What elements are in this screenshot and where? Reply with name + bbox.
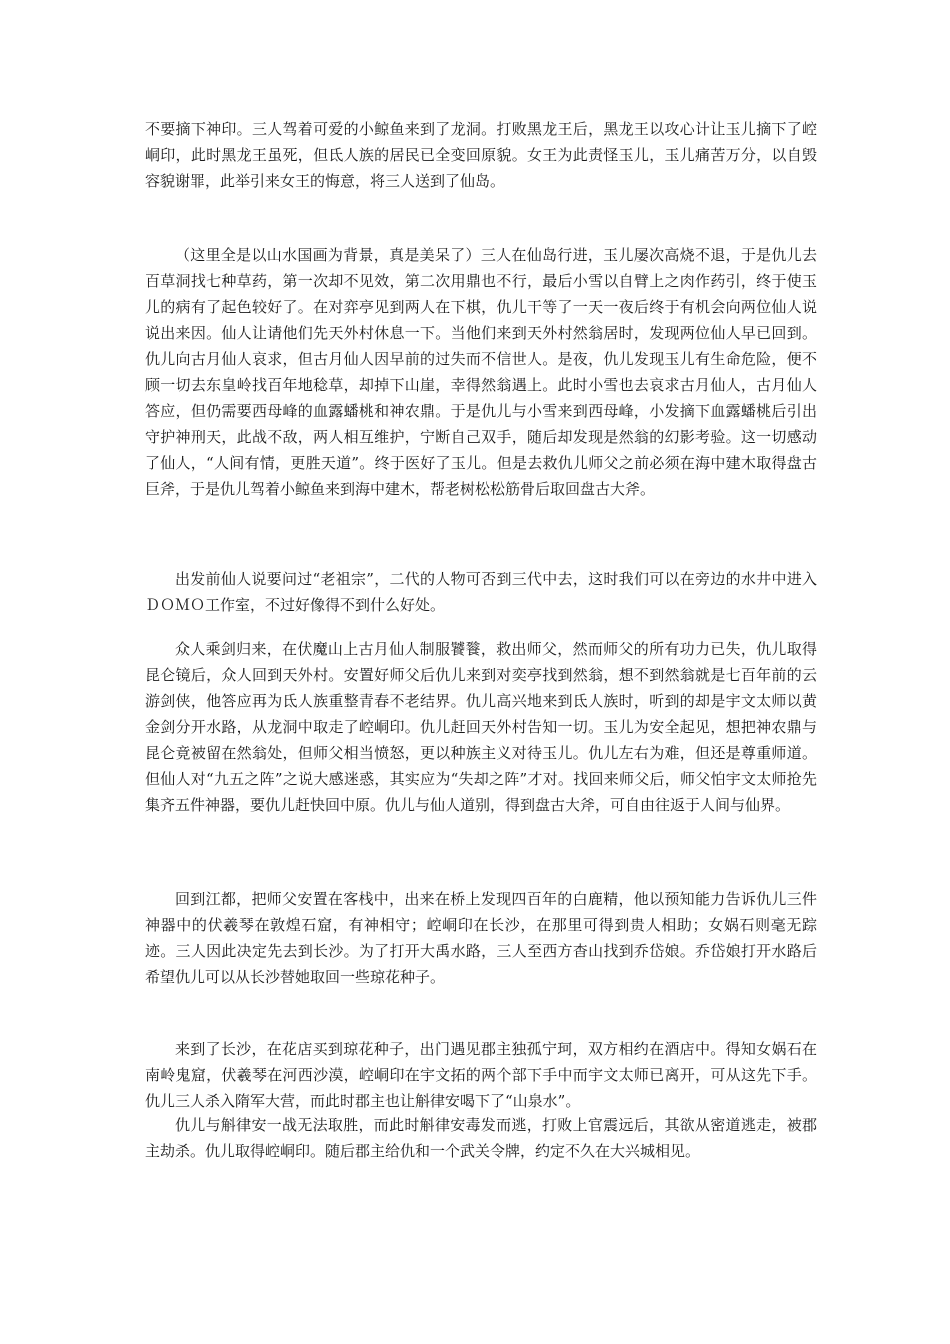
paragraph-dragon-cave: 不要摘下神印。三人驾着可爱的小鲸鱼来到了龙洞。打败黑龙王后，黑龙王以攻心计让玉儿摘下了崆峒印，此时黑龙王虽死，但氐人族的居民已全变回原貌。女王为此责怪玉儿，玉儿痛苦万分，以自毁容貌谢罪，此举引来女王的悔意，将三人送到了仙岛。 xyxy=(145,120,817,190)
paragraph-hulu-an-battle: 仇儿与斛律安一战无法取胜，而此时斛律安毒发而逃，打败上官震远后，其欲从密道逃走，被郡主劫杀。仇儿取得崆峒印。随后郡主给仇和一个武关令牌，约定不久在大兴城相见。 xyxy=(145,1116,817,1160)
paragraph-jiangdu: 回到江都，把师父安置在客栈中，出来在桥上发现四百年的白鹿精，他以预知能力告诉仇儿三件神器中的伏羲琴在敦煌石窟，有神相守；崆峒印在长沙，在那里可得到贵人相助；女娲石则毫无踪迹。三人因此决定先去到长沙。为了打开大禹水路，三人至西方杳山找到乔岱娘。乔岱娘打开水路后希望仇儿可以从长沙替她取回一些琼花种子。 xyxy=(145,890,817,986)
paragraph-return-by-sword: 众人乘剑归来，在伏魔山上古月仙人制服饕餮，救出师父，然而师父的所有功力已失，仇儿取得昆仑镜后，众人回到天外村。安置好师父后仇儿来到对奕亭找到然翁，想不到然翁就是七百年前的云游剑侠，他答应再为氐人族重整青春不老结界。仇儿高兴地来到氐人族时，听到的却是宇文太师以黄金剑分开水路，从龙洞中取走了崆峒印。仇儿赶回天外村告知一切。玉儿为安全起见，想把神农鼎与昆仑竟被留在然翁处，但师父相当愤怒，更以种族主义对待玉儿。仇儿左右为难，但还是尊重师道。但仙人对“九五之阵”之说大感迷惑，其实应为“失却之阵”才对。找回来师父后，师父怕宇文太师抢先集齐五件神器，要仇儿赶快回中原。仇儿与仙人道别，得到盘古大斧，可自由往返于人间与仙界。 xyxy=(145,640,817,814)
paragraph-ancestor-well: 出发前仙人说要问过“老祖宗”，二代的人物可否到三代中去，这时我们可以在旁边的水井中进入ＤＯＭＯ工作室，不过好像得不到什么好处。 xyxy=(145,570,817,614)
paragraph-immortal-island: （这里全是以山水国画为背景，真是美呆了）三人在仙岛行进，玉儿屡次高烧不退，于是仇儿去百草洞找七种草药，第一次却不见效，第二次用鼎也不行，最后小雪以自臂上之肉作药引，终于使玉儿的病有了起色较好了。在对弈亭见到两人在下棋，仇儿干等了一天一夜后终于有机会向两位仙人说说出来因。仙人让请他们先天外村休息一下。当他们来到天外村然翁居时，发现两位仙人早已回到。仇儿向古月仙人哀求，但古月仙人因早前的过失而不信世人。是夜，仇儿发现玉儿有生命危险，便不顾一切去东皇岭找百年地稔草，却掉下山崖，幸得然翁遇上。此时小雪也去哀求古月仙人，古月仙人答应，但仍需要西母峰的血露蟠桃和神农鼎。于是仇儿与小雪来到西母峰，小发摘下血露蟠桃后引出守护神刑天，此战不敌，两人相互维护，宁断自己双手，随后却发现是然翁的幻影考验。这一切感动了仙人，“人间有情，更胜天道”。终于医好了玉儿。但是去救仇儿师父之前必须在海中建木取得盘古巨斧，于是仇儿驾着小鲸鱼来到海中建木，帮老树松松筋骨后取回盘古大斧。 xyxy=(145,246,817,498)
paragraph-changsha: 来到了长沙，在花店买到琼花种子，出门遇见郡主独孤宁珂，双方相约在酒店中。得知女娲石在南岭鬼窟，伏羲琴在河西沙漠，崆峒印在宇文拓的两个部下手中而宇文太师已离开，可从这先下手。仇儿三人杀入隋军大营，而此时郡主也让斛律安喝下了“山泉水”。 xyxy=(145,1040,817,1110)
